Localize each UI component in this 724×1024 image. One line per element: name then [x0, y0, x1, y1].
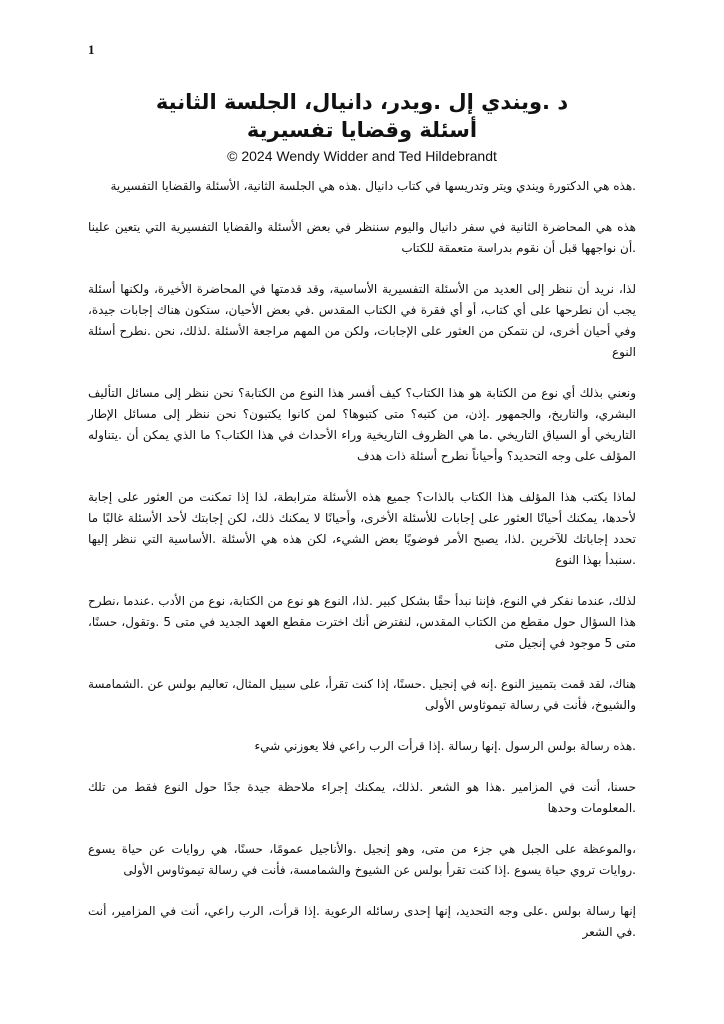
paragraph: .هذه هي الدكتورة ويندي ويتر وتدريسها في كتاب دانيال .هذه هي الجلسة الثانية، الأسئلة والقضايا التفسيرية — [110, 179, 636, 193]
title-block — [90, 88, 634, 166]
paragraph: إنها رسالة بولس .على وجه التحديد، إنها إحدى رسائله الرعوية .إذا قرأت، الرب راعي، أنت في المزامير، أنت .في الشعر — [88, 904, 636, 939]
paragraph: حسنا، أنت في المزامير .هذا هو الشعر .لذلك، يمكنك إجراء ملاحظة جيدة جدًا حول النوع فقط من تلك .المعلومات وحدها — [88, 780, 636, 815]
page-number: 1 — [88, 42, 95, 57]
transcript-body — [88, 176, 636, 963]
paragraph: لذلك، عندما نفكر في النوع، فإننا نبدأ حقًا بشكل كبير .لذا، النوع هو نوع من الكتابة، نوع من الأدب .عندما ،نطرح هذا السؤال حول مقطع من الكتاب المقدس، لنفترض أنك اخترت مقطع العهد الجديد في متى 5 .وتقول، حسنًا، متى 5 موجود في إنجيل متى — [88, 594, 636, 650]
paragraph: ونعني بذلك أي نوع من الكتابة هو هذا الكتاب؟ كيف أفسر هذا النوع من الكتابة؟ نحن ننظر إلى مسائل التأليف البشري، والتاريخ، والجمهور .إذن، من كتبه؟ متى كتبوها؟ لمن كانوا يكتبون؟ نحن ننظر إلى مسائل الإطار التاريخي أو السياق التاريخي .ما هي الظروف التاريخية وراء الأحداث في هذا الكتاب؟ ما الذي يمكن أن .يتناوله المؤلف على وجه التحديد؟ وأحياناً نطرح أسئلة ذات هدف — [88, 386, 636, 463]
paragraph: هذه هي المحاضرة الثانية في سفر دانيال واليوم سننظر في بعض الأسئلة والقضايا التفسيرية التي يتعين علينا .أن نواجهها قبل أن نقوم بدراسة متعمقة للكتاب — [88, 220, 636, 255]
paragraph: ،والموعظة على الجبل هي جزء من متى، وهو إنجيل .والأناجيل عمومًا، حسنًا، هي روايات عن حياة يسوع .روايات تروي حياة يسوع .إذا كنت تقرأ بولس عن الشيوخ والشمامسة، فأنت في رسالة تيموثاوس الأولى — [88, 842, 636, 877]
paragraph: لذا، نريد أن ننظر إلى العديد من الأسئلة التفسيرية الأساسية، وقد قدمتها في المحاضرة الأخيرة، ولكنها أسئلة يجب أن نطرحها على أي كتاب، أو أي فقرة في الكتاب المقدس .في بعض الأحيان، ستكون هناك إجابات جيدة، وفي أحيان أخرى، لن نتمكن من العثور على الإجابات، ولكن من المهم مراجعة الأسئلة .لذلك، نحن .نطرح أسئلة النوع — [88, 282, 636, 359]
paragraph: .هذه رسالة بولس الرسول .إنها رسالة .إذا قرأت الرب راعي فلا يعوزني شيء — [254, 739, 636, 753]
document-subtitle: أسئلة وقضايا تفسيرية — [246, 118, 478, 142]
paragraph: هناك، لقد قمت بتمييز النوع .إنه في إنجيل .حسنًا، إذا كنت تقرأ، على سبيل المثال، تعاليم بولس عن .الشمامسة والشيوخ، فأنت في رسالة تيموثاوس الأولى — [88, 677, 636, 712]
document-title: د .ويندي إل .ويدر، دانيال، الجلسة الثانية — [155, 90, 569, 114]
copyright-notice: © 2024 Wendy Widder and Ted Hildebrandt — [227, 148, 497, 164]
paragraph: لماذا يكتب هذا المؤلف هذا الكتاب بالذات؟ جميع هذه الأسئلة مترابطة، لذا إذا تمكنت من العثور على إجابة لأحدها، يمكنك أحيانًا العثور على إجابات للأسئلة الأخرى، وأحيانًا لا يمكنك ذلك، لكن إجابتك لأحد الأسئلة غالبًا ما تحدد إجاباتك للآخرين .لذا، يصبح الأمر فوضويًا بعض الشيء، لكن هذه هي الأسئلة .الأساسية التي ننظر إليها .سنبدأ بهذا النوع — [88, 490, 636, 567]
